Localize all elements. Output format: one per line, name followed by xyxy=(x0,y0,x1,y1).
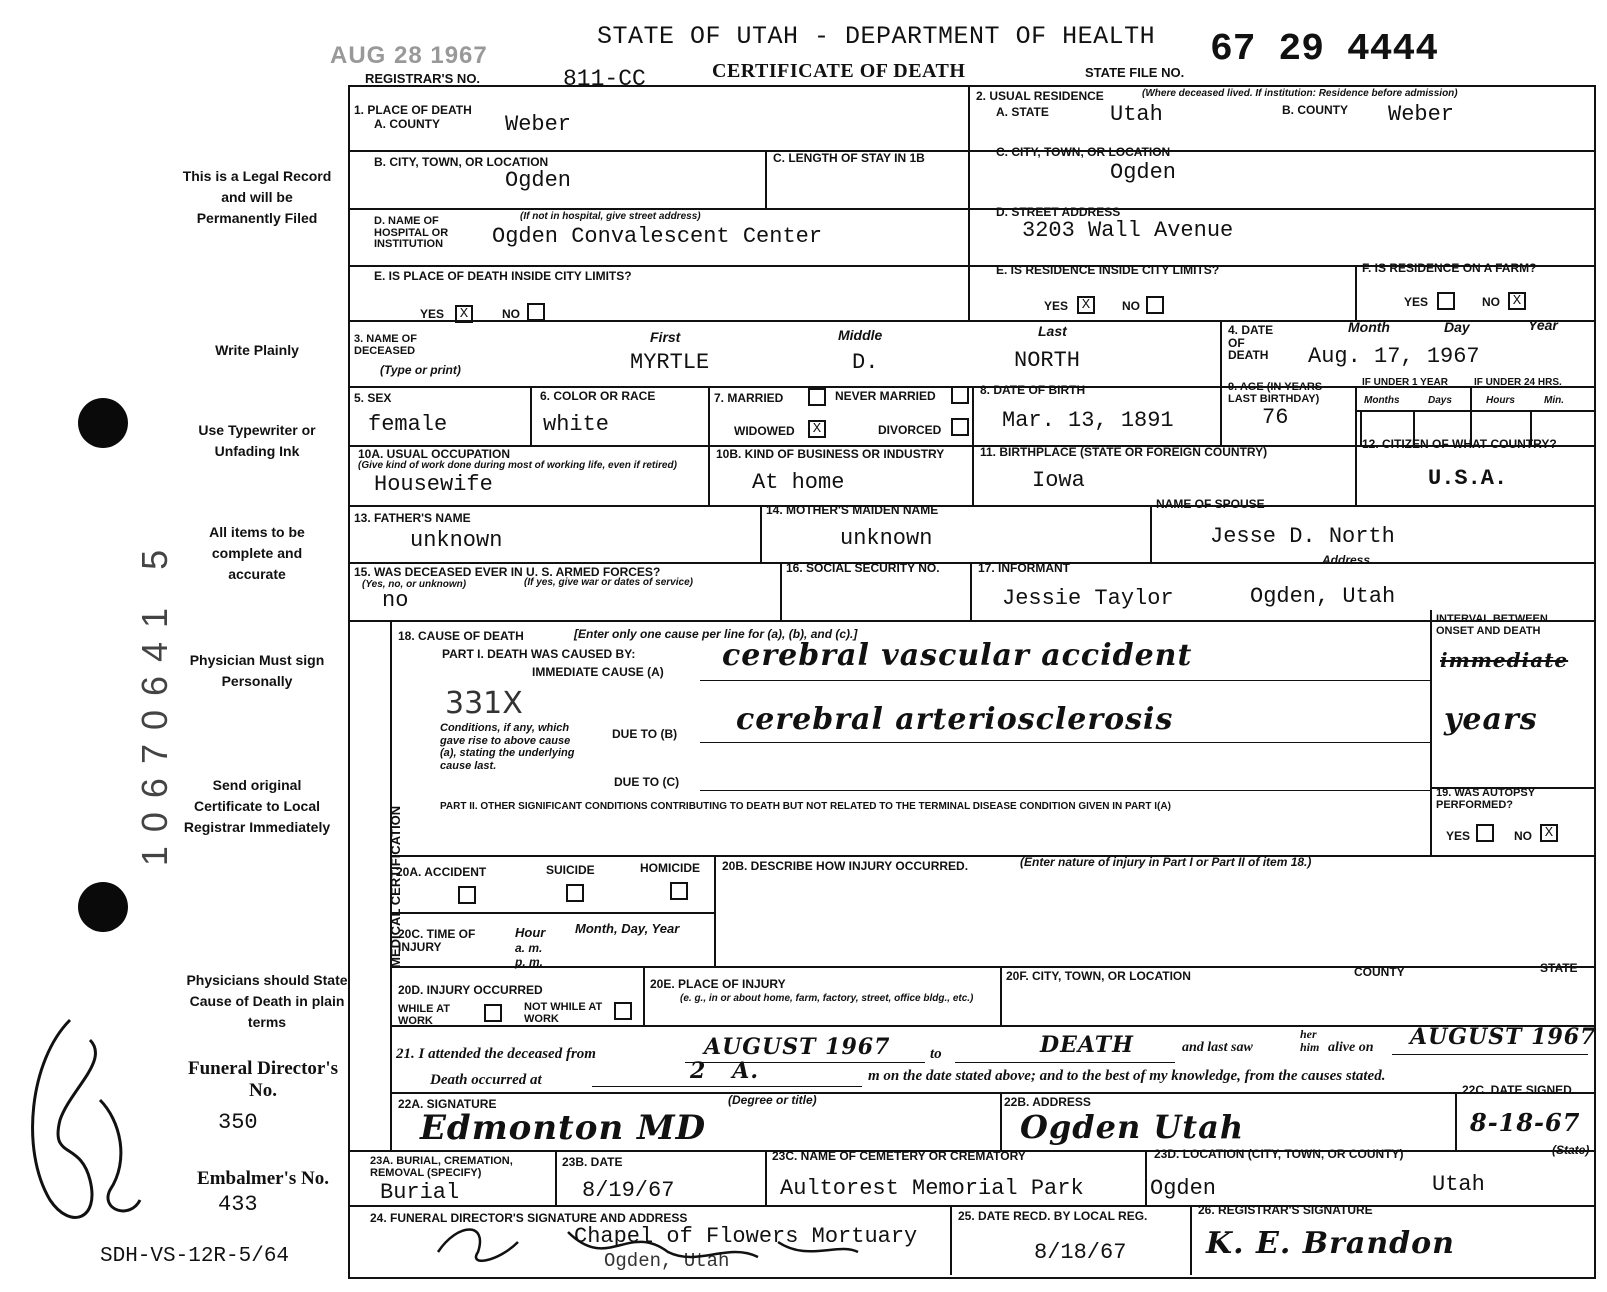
alive-on-date: AUGUST 1967 xyxy=(1410,1024,1597,1050)
married-label: 7. MARRIED xyxy=(714,391,784,405)
first-name-label: First xyxy=(650,329,681,345)
death-inside-no-label: NO xyxy=(502,307,520,321)
length-of-stay-label: C. LENGTH OF STAY IN 1B xyxy=(773,151,925,165)
last-name-label: Last xyxy=(1038,323,1067,339)
place-of-injury-note: (e. g., in or about home, farm, factory, street, office bldg., etc.) xyxy=(680,993,974,1004)
last-name: NORTH xyxy=(1014,348,1081,373)
business: At home xyxy=(752,470,845,495)
immediate-cause: cerebral vascular accident xyxy=(722,638,1193,673)
not-while-at-work-checkbox[interactable] xyxy=(614,1002,632,1020)
place-of-death-label: 1. PLACE OF DEATH xyxy=(354,103,472,117)
widowed-label: WIDOWED xyxy=(734,424,795,438)
death-inside-yes-label: YES xyxy=(420,307,445,321)
occupation-note: (Give kind of work done during most of working life, even if retired) xyxy=(358,460,677,471)
punch-hole xyxy=(78,398,128,448)
physician-address: Ogden Utah xyxy=(1020,1108,1245,1146)
cemetery-name: Aultorest Memorial Park xyxy=(780,1176,1084,1201)
residence-inside-yes-checkbox[interactable]: X xyxy=(1077,296,1095,314)
date-received: 8/18/67 xyxy=(1034,1240,1127,1265)
degree-label: (Degree or title) xyxy=(728,1093,817,1107)
days-label: Days xyxy=(1428,395,1452,406)
registrar-no-label: REGISTRAR'S NO. xyxy=(365,71,481,86)
write-plainly-note: Write Plainly xyxy=(215,342,299,358)
death-occurred-time: 2 A. xyxy=(690,1058,760,1084)
deceased-name-label: 3. NAME OF DECEASED xyxy=(354,333,417,357)
farm-no-checkbox[interactable]: X xyxy=(1508,292,1526,310)
birthplace: Iowa xyxy=(1032,468,1085,493)
attended-from: AUGUST 1967 xyxy=(704,1034,891,1060)
business-label: 10B. KIND OF BUSINESS OR INDUSTRY xyxy=(716,447,945,461)
interval-a: immediate xyxy=(1440,648,1569,672)
armed-forces-note-2: (If yes, give war or dates of service) xyxy=(524,577,693,588)
minutes-label: Min. xyxy=(1544,395,1564,406)
death-inside-yes-checkbox[interactable]: X xyxy=(455,305,473,323)
residence-county-label: B. COUNTY xyxy=(1282,103,1348,117)
funeral-director-no-label: Funeral Director's No. xyxy=(187,1058,339,1101)
state-file-label: STATE FILE NO. xyxy=(1085,65,1185,80)
homicide-checkbox[interactable] xyxy=(670,882,688,900)
vertical-serial: 10670641 5 xyxy=(134,535,175,867)
physician-signature-label: 22A. SIGNATURE xyxy=(398,1097,497,1111)
place-of-injury-label: 20E. PLACE OF INJURY xyxy=(650,977,786,991)
age: 76 xyxy=(1262,405,1289,430)
father-name: unknown xyxy=(410,528,503,553)
hours-label: Hours xyxy=(1486,395,1515,406)
cemetery-state: Utah xyxy=(1432,1172,1485,1197)
farm-yes-checkbox[interactable] xyxy=(1437,292,1455,310)
physician-sign-note: Physician Must sign Personally xyxy=(189,652,325,689)
disposition-date: 8/19/67 xyxy=(582,1178,675,1203)
residence-state-label: A. STATE xyxy=(996,105,1049,119)
widowed-checkbox[interactable]: X xyxy=(808,420,826,438)
spouse-label: NAME OF SPOUSE xyxy=(1156,497,1265,511)
injury-description-label: 20B. DESCRIBE HOW INJURY OCCURRED. xyxy=(722,859,969,873)
registrar-signature-label: 26. REGISTRAR'S SIGNATURE xyxy=(1198,1203,1373,1217)
due-to-c-label: DUE TO (C) xyxy=(614,775,680,789)
death-inside-limits-label: E. IS PLACE OF DEATH INSIDE CITY LIMITS? xyxy=(374,269,632,283)
punch-hole xyxy=(78,882,128,932)
suicide-checkbox[interactable] xyxy=(566,884,584,902)
accident-label: 20A. ACCIDENT xyxy=(396,865,487,879)
armed-forces-label: 15. WAS DECEASED EVER IN U. S. ARMED FORCES? xyxy=(354,565,661,579)
armed-forces-note-1: (Yes, no, or unknown) xyxy=(362,579,467,590)
due-to-b-label: DUE TO (B) xyxy=(612,727,678,741)
am-label: a. m. xyxy=(515,941,543,955)
autopsy-yes-checkbox[interactable] xyxy=(1476,824,1494,842)
autopsy-label: 19. WAS AUTOPSY PERFORMED? xyxy=(1436,787,1535,811)
street-address: 3203 Wall Avenue xyxy=(1022,218,1234,243)
date-of-birth-label: 8. DATE OF BIRTH xyxy=(980,383,1086,397)
interval-b: years xyxy=(1444,702,1538,737)
attended-to: DEATH xyxy=(1040,1032,1134,1058)
attended-label: 21. I attended the deceased from xyxy=(396,1046,596,1062)
injury-county-label: COUNTY xyxy=(1354,965,1405,979)
while-at-work-label: WHILE AT WORK xyxy=(398,1003,450,1027)
burial-label: 23A. BURIAL, CREMATION, REMOVAL (SPECIFY) xyxy=(370,1155,513,1179)
homicide-label: HOMICIDE xyxy=(640,861,700,875)
death-inside-no-checkbox[interactable] xyxy=(527,303,545,321)
typewriter-note: Use Typewriter or Unfading Ink xyxy=(198,422,316,459)
cemetery-label: 23C. NAME OF CEMETERY OR CREMATORY xyxy=(772,1149,1026,1163)
mother-name: unknown xyxy=(840,526,933,551)
physician-signature: Edmonton MD xyxy=(420,1108,707,1148)
death-county: Weber xyxy=(505,112,572,137)
month-day-year-label: Month, Day, Year xyxy=(575,921,680,936)
race: white xyxy=(543,412,610,437)
residence-city: Ogden xyxy=(1110,160,1177,185)
autopsy-no-label: NO xyxy=(1514,829,1532,843)
to-label: to xyxy=(930,1046,942,1062)
embalmer-no-label: Embalmer's No. xyxy=(197,1168,329,1189)
received-stamp: AUG 28 1967 xyxy=(330,42,488,69)
death-county-label: A. COUNTY xyxy=(374,117,440,131)
injury-occurred-label: 20D. INJURY OCCURRED xyxy=(398,983,543,997)
under-1-year-label: IF UNDER 1 YEAR xyxy=(1362,377,1448,388)
registrar-signature: K. E. Brandon xyxy=(1206,1226,1455,1261)
age-label: 9. AGE (IN YEARS LAST BIRTHDAY) xyxy=(1228,381,1323,405)
injury-description-note: (Enter nature of injury in Part I or Part II of item 18.) xyxy=(1020,855,1312,869)
suicide-label: SUICIDE xyxy=(546,863,595,877)
registrar-no: 811-CC xyxy=(563,66,646,92)
farm-no-label: NO xyxy=(1482,295,1500,309)
months-label: Months xyxy=(1364,395,1400,406)
state-file-number: 67 29 4444 xyxy=(1210,28,1439,71)
occurred-statement: m on the date stated above; and to the best of my knowledge, from the causes stated. xyxy=(868,1068,1386,1084)
embalmer-no: 433 xyxy=(218,1192,258,1217)
ssn-label: 16. SOCIAL SECURITY NO. xyxy=(786,561,940,575)
funeral-home: Chapel of Flowers Mortuary xyxy=(574,1224,918,1249)
occupation-label: 10A. USUAL OCCUPATION xyxy=(358,447,511,461)
date-of-death: Aug. 17, 1967 xyxy=(1308,344,1480,369)
occupation: Housewife xyxy=(374,472,493,497)
cemetery-city: Ogden xyxy=(1150,1176,1217,1201)
legal-record-note: This is a Legal Record and will be Permanently Filed xyxy=(182,168,332,226)
funeral-director-signature-label: 24. FUNERAL DIRECTOR'S SIGNATURE AND ADDRESS xyxy=(370,1211,688,1225)
date-received-label: 25. DATE RECD. BY LOCAL REG. xyxy=(958,1209,1148,1223)
while-at-work-checkbox[interactable] xyxy=(484,1004,502,1022)
date-of-death-label: 4. DATE OF DEATH xyxy=(1228,323,1274,363)
residence-city-label: C. CITY, TOWN, OR LOCATION xyxy=(996,145,1171,159)
divorced-checkbox[interactable] xyxy=(951,418,969,436)
birthplace-label: 11. BIRTHPLACE (STATE OR FOREIGN COUNTRY) xyxy=(980,445,1268,459)
physician-address-label: 22B. ADDRESS xyxy=(1004,1095,1091,1109)
farm-yes-label: YES xyxy=(1404,295,1429,309)
usual-residence-label: 2. USUAL RESIDENCE xyxy=(976,89,1104,103)
cemetery-location-label: 23D. LOCATION (CITY, TOWN, OR COUNTY) xyxy=(1154,1147,1404,1161)
funeral-director-signature xyxy=(428,1212,868,1272)
hospital-name: Ogden Convalescent Center xyxy=(492,224,823,249)
form-number: SDH-VS-12R-5/64 xyxy=(100,1245,290,1268)
due-to-b-cause: cerebral arteriosclerosis xyxy=(736,702,1174,737)
funeral-director-no: 350 xyxy=(218,1110,258,1135)
alive-on-label: alive on xyxy=(1328,1040,1374,1055)
cause-code: 331X xyxy=(445,686,523,721)
married-checkbox[interactable] xyxy=(808,388,826,406)
death-occurred-at-label: Death occurred at xyxy=(430,1072,542,1088)
never-married-label: NEVER MARRIED xyxy=(835,389,936,403)
residence-inside-no-label: NO xyxy=(1122,299,1140,313)
middle-name: D. xyxy=(852,350,879,375)
deceased-name-note: (Type or print) xyxy=(380,363,461,377)
spouse-name: Jesse D. North xyxy=(1210,524,1395,549)
part-2-label: PART II. OTHER SIGNIFICANT CONDITIONS CONTRIBUTING TO DEATH BUT NOT RELATED TO THE TERMINAL DISEASE CONDITION GIVEN IN PART I(A) xyxy=(440,801,1171,812)
usual-residence-note: (Where deceased lived. If institution: Residence before admission) xyxy=(1142,88,1458,99)
residence-inside-no-checkbox[interactable] xyxy=(1146,296,1164,314)
certificate-title: CERTIFICATE OF DEATH xyxy=(712,60,966,82)
state-department-title: STATE OF UTAH - DEPARTMENT OF HEALTH xyxy=(597,22,1156,51)
send-original-note: Send original Certificate to Local Registrar Immediately xyxy=(183,777,331,835)
divorced-label: DIVORCED xyxy=(878,423,942,437)
citizen-label: 12. CITIZEN OF WHAT COUNTRY? xyxy=(1362,437,1557,451)
first-name: MYRTLE xyxy=(630,350,710,375)
cause-of-death-label: 18. CAUSE OF DEATH xyxy=(398,629,524,643)
street-address-label: D. STREET ADDRESS xyxy=(996,205,1121,219)
year-label: Year xyxy=(1528,317,1558,333)
autopsy-no-checkbox[interactable]: X xyxy=(1540,824,1558,842)
hour-label: Hour xyxy=(515,925,546,940)
disposition-date-label: 23B. DATE xyxy=(562,1155,623,1169)
father-name-label: 13. FATHER'S NAME xyxy=(354,511,471,525)
armed-forces: no xyxy=(382,588,409,613)
hospital-label: D. NAME OF HOSPITAL OR INSTITUTION xyxy=(374,215,449,251)
injury-location-label: 20F. CITY, TOWN, OR LOCATION xyxy=(1006,969,1191,983)
informant-address-label: Address xyxy=(1322,553,1371,567)
never-married-checkbox[interactable] xyxy=(951,386,969,404)
residence-county: Weber xyxy=(1388,102,1455,127)
last-saw-label: and last saw xyxy=(1182,1040,1253,1055)
cemetery-state-label: (State) xyxy=(1552,1143,1590,1157)
date-signed: 8-18-67 xyxy=(1470,1108,1581,1137)
complete-note: All items to be complete and accurate xyxy=(209,524,305,582)
physicians-state-note: Physicians should State Cause of Death in plain terms xyxy=(186,972,348,1030)
residence-state: Utah xyxy=(1110,102,1163,127)
accident-checkbox[interactable] xyxy=(458,886,476,904)
death-city-label: B. CITY, TOWN, OR LOCATION xyxy=(374,155,549,169)
burial-method: Burial xyxy=(380,1180,460,1205)
month-label: Month xyxy=(1348,319,1390,335)
under-24-hrs-label: IF UNDER 24 HRS. xyxy=(1474,377,1562,388)
residence-inside-yes-label: YES xyxy=(1044,299,1069,313)
part-1-label: PART I. DEATH WAS CAUSED BY: xyxy=(442,647,636,661)
medical-certification-label: MEDICAL CERTIFICATION xyxy=(388,805,404,968)
residence-inside-limits-label: E. IS RESIDENCE INSIDE CITY LIMITS? xyxy=(996,263,1220,277)
immediate-cause-label: IMMEDIATE CAUSE (A) xyxy=(532,665,664,679)
informant-label: 17. INFORMANT xyxy=(978,561,1071,575)
conditions-note: Conditions, if any, which gave rise to above cause (a), stating the underlying cause last. xyxy=(440,722,575,772)
mother-name-label: 14. MOTHER'S MAIDEN NAME xyxy=(766,503,939,517)
race-label: 6. COLOR OR RACE xyxy=(540,389,656,403)
date-of-birth: Mar. 13, 1891 xyxy=(1002,408,1174,433)
farm-label: F. IS RESIDENCE ON A FARM? xyxy=(1362,261,1537,275)
interval-label: INTERVAL BETWEEN ONSET AND DEATH xyxy=(1436,613,1548,637)
not-while-at-work-label: NOT WHILE AT WORK xyxy=(524,1001,603,1025)
handwritten-initials xyxy=(10,1000,150,1250)
autopsy-yes-label: YES xyxy=(1446,829,1471,843)
day-label: Day xyxy=(1444,319,1470,335)
hospital-note: (If not in hospital, give street address) xyxy=(520,211,701,222)
injury-state-label: STATE xyxy=(1540,961,1578,975)
cause-of-death-note: [Enter only one cause per line for (a), (b), and (c).] xyxy=(574,627,858,641)
her-him-label: her him xyxy=(1300,1027,1320,1055)
informant-address: Ogden, Utah xyxy=(1250,584,1396,609)
death-city: Ogden xyxy=(505,168,572,193)
pm-label: p. m. xyxy=(515,955,544,969)
date-signed-label: 22C. DATE SIGNED xyxy=(1462,1083,1572,1097)
time-of-injury-label: 20C. TIME OF INJURY xyxy=(398,927,476,954)
middle-name-label: Middle xyxy=(838,327,883,343)
informant-name: Jessie Taylor xyxy=(1002,586,1174,611)
sex-label: 5. SEX xyxy=(354,391,392,405)
sex: female xyxy=(368,412,448,437)
citizen: U.S.A. xyxy=(1428,466,1508,491)
funeral-home-city: Ogden, Utah xyxy=(604,1250,730,1272)
